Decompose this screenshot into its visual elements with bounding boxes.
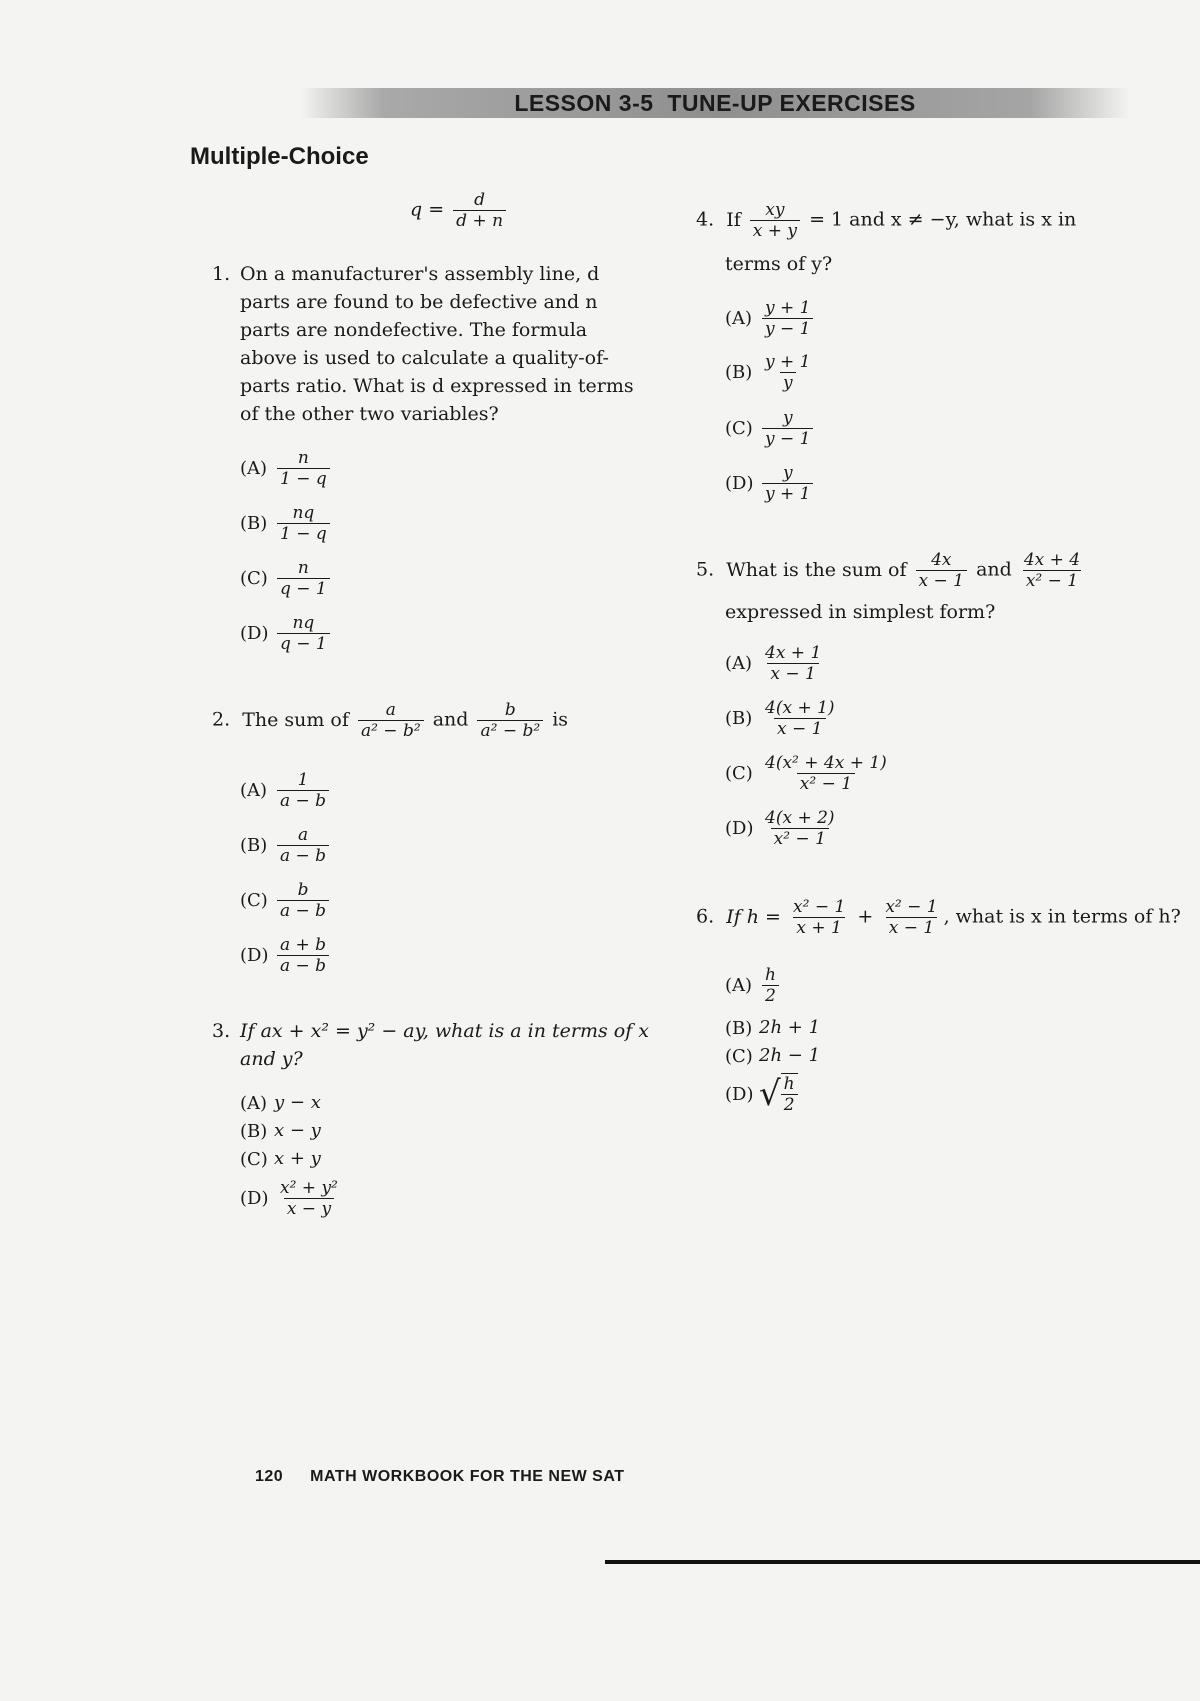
- question-5-line2: expressed in simplest form?: [725, 601, 996, 623]
- option-b[interactable]: (B) 2h + 1: [725, 1017, 821, 1039]
- question-4-stem: 4. If $\frac{xy}{x + y}$ = 1 and x ≠ −y, what is x in: [696, 200, 1077, 241]
- formula-fraction: $\frac{d}{d + n}$: [453, 190, 506, 231]
- bottom-rule: [605, 1560, 1200, 1564]
- lesson-title: LESSON 3-5 TUNE-UP EXERCISES: [514, 90, 916, 116]
- question-text: On a manufacturer's assembly line, d parts are found to be defective and n parts are nondefective. The formula above is used to calculate a quality-of-parts ratio. What is d expressed in terms of the other two variables?: [240, 263, 634, 425]
- option-c[interactable]: (C) $\frac{y}{y - 1}$: [725, 408, 816, 449]
- question-6-stem: 6. If h = $\frac{\text{x² − 1}}{x + 1}$ + $\frac{\text{x² − 1}}{x - 1}$ , what is x in terms of h?: [696, 897, 1181, 938]
- option-a[interactable]: (A) y − x: [240, 1092, 321, 1114]
- option-b[interactable]: (B) x − y: [240, 1120, 321, 1142]
- option-d[interactable]: (D) $\frac{\text{x² + y²}}{x - y}$: [240, 1178, 338, 1219]
- option-c[interactable]: (C) $\frac{n}{q - 1}$: [240, 558, 333, 599]
- option-d[interactable]: (D) √ $\frac{h}{2}$: [725, 1073, 798, 1115]
- page-number: 120: [255, 1468, 284, 1485]
- question-text-line1: If ax + x² = y² − ay, what is a in terms of x: [240, 1020, 650, 1042]
- option-b[interactable]: (B) $\frac{a}{a - b}$: [240, 825, 332, 866]
- option-a[interactable]: (A) $\frac{n}{1 - q}$: [240, 448, 333, 489]
- question-number: 1.: [212, 263, 231, 285]
- option-c[interactable]: (C) x + y: [240, 1148, 321, 1170]
- option-a[interactable]: (A) $\frac{4x + 1}{x - 1}$: [725, 643, 822, 684]
- question-2-stem: 2. The sum of $\frac{a}{\text{a² − b²}}$ and $\frac{b}{\text{a² − b²}}$ is: [212, 700, 569, 741]
- option-d[interactable]: (D) $\frac{4(x + 2)}{\text{x² − 1}}$: [725, 808, 835, 849]
- option-d[interactable]: (D) $\frac{y}{y + 1}$: [725, 463, 816, 504]
- option-a[interactable]: (A) $\frac{1}{a - b}$: [240, 770, 332, 811]
- question-4-line2: terms of y?: [725, 253, 833, 275]
- option-c[interactable]: (C) 2h − 1: [725, 1045, 821, 1067]
- question-text-line2: and y?: [240, 1048, 303, 1070]
- question-5-stem: 5. What is the sum of $\frac{4x}{x - 1}$ and $\frac{4x + 4}{\text{x² − 1}}$: [696, 550, 1081, 591]
- lesson-banner: [300, 88, 1130, 118]
- option-a[interactable]: (A) $\frac{h}{2}$: [725, 965, 782, 1006]
- option-b[interactable]: (B) $\frac{4(x + 1)}{x - 1}$: [725, 698, 835, 739]
- formula: q = $\frac{d}{d + n}$: [410, 190, 509, 231]
- section-title: Multiple-Choice: [190, 143, 369, 170]
- option-d[interactable]: (D) $\frac{nq}{q - 1}$: [240, 613, 333, 654]
- option-a[interactable]: (A) $\frac{y + 1}{y - 1}$: [725, 298, 816, 339]
- option-d[interactable]: (D) $\frac{a + b}{a - b}$: [240, 935, 332, 976]
- question-number: 3.: [212, 1020, 231, 1042]
- option-b[interactable]: (B) $\frac{y + 1}{y}$: [725, 352, 811, 393]
- option-b[interactable]: (B) $\frac{nq}{1 - q}$: [240, 503, 333, 544]
- book-title: MATH WORKBOOK FOR THE NEW SAT: [310, 1468, 625, 1485]
- option-c[interactable]: (C) $\frac{\text{4(x² + 4x + 1)}}{\text{x² − 1}}$: [725, 753, 887, 794]
- page-footer: [255, 1468, 624, 1486]
- sqrt-expression: √ $\frac{h}{2}$: [759, 1073, 798, 1115]
- option-c[interactable]: (C) $\frac{b}{a - b}$: [240, 880, 332, 921]
